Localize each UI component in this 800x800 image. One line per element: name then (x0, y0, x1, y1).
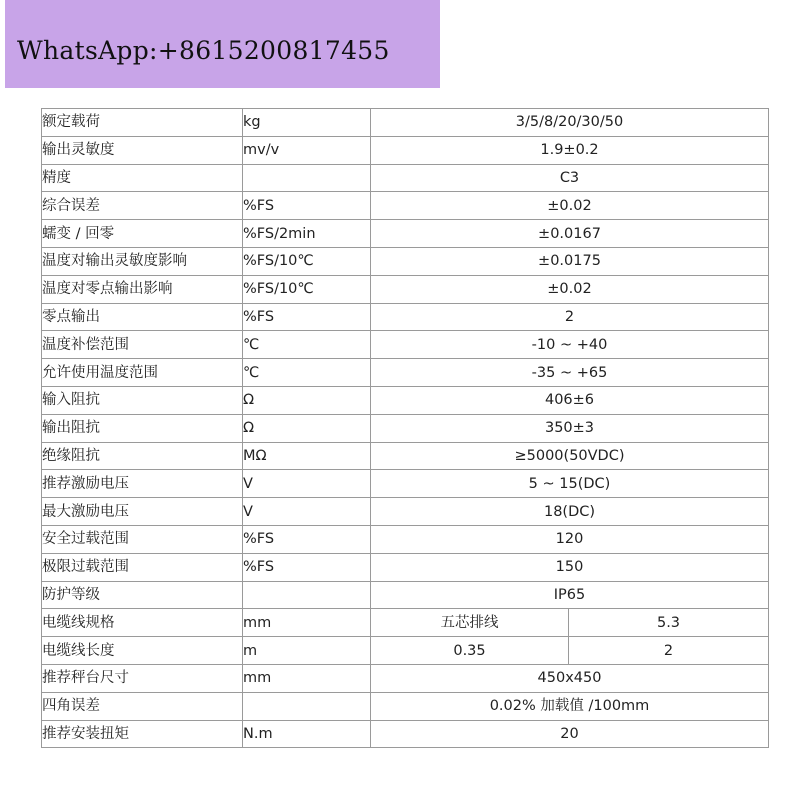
parameter-value: ±0.02 (371, 275, 769, 303)
parameter-value: 5 ~ 15(DC) (371, 470, 769, 498)
parameter-name: 电缆线规格 (42, 609, 243, 637)
parameter-unit (243, 581, 371, 609)
parameter-value: 2 (371, 303, 769, 331)
parameter-name: 最大激励电压 (42, 498, 243, 526)
table-row (42, 359, 769, 387)
parameter-name: 推荐秤台尺寸 (42, 664, 243, 692)
table-row (42, 664, 769, 692)
parameter-unit: %FS (243, 192, 371, 220)
table-row (42, 470, 769, 498)
table-row (42, 275, 769, 303)
parameter-value: IP65 (371, 581, 769, 609)
parameter-value: 3/5/8/20/30/50 (371, 109, 769, 137)
parameter-name: 绝缘阻抗 (42, 442, 243, 470)
parameter-unit: V (243, 470, 371, 498)
parameter-unit: ℃ (243, 331, 371, 359)
parameter-value: 0.02% 加载值 /100mm (371, 692, 769, 720)
parameter-value: 120 (371, 525, 769, 553)
parameter-unit: ℃ (243, 359, 371, 387)
parameter-value: ±0.02 (371, 192, 769, 220)
table-row (42, 581, 769, 609)
parameter-name: 输入阻抗 (42, 386, 243, 414)
table-row (42, 247, 769, 275)
parameter-name: 额定载荷 (42, 109, 243, 137)
parameter-name: 温度对零点输出影响 (42, 275, 243, 303)
parameter-value: -10 ~ +40 (371, 331, 769, 359)
parameter-unit: mm (243, 609, 371, 637)
parameter-unit (243, 164, 371, 192)
parameter-value-secondary: 2 (569, 637, 769, 665)
parameter-value: 450x450 (371, 664, 769, 692)
table-row (42, 303, 769, 331)
parameter-unit: %FS/10℃ (243, 275, 371, 303)
table-row (42, 386, 769, 414)
table-row (42, 720, 769, 748)
parameter-name: 推荐安装扭矩 (42, 720, 243, 748)
parameter-value: -35 ~ +65 (371, 359, 769, 387)
parameter-value: 350±3 (371, 414, 769, 442)
parameter-unit: kg (243, 109, 371, 137)
parameter-value: ±0.0167 (371, 220, 769, 248)
parameter-value: 五芯排线 (371, 609, 569, 637)
parameter-name: 推荐激励电压 (42, 470, 243, 498)
whatsapp-banner (5, 0, 440, 88)
parameter-name: 防护等级 (42, 581, 243, 609)
parameter-unit: Ω (243, 414, 371, 442)
table-row (42, 192, 769, 220)
parameter-value: 18(DC) (371, 498, 769, 526)
parameter-name: 零点输出 (42, 303, 243, 331)
parameter-unit: MΩ (243, 442, 371, 470)
whatsapp-contact-text: WhatsApp:+8615200817455 (17, 36, 390, 65)
parameter-value: 0.35 (371, 637, 569, 665)
parameter-name: 输出灵敏度 (42, 136, 243, 164)
parameter-unit: %FS/2min (243, 220, 371, 248)
parameter-unit: m (243, 637, 371, 665)
parameter-unit: Ω (243, 386, 371, 414)
table-row (42, 220, 769, 248)
parameter-unit: %FS (243, 525, 371, 553)
parameter-name: 安全过载范围 (42, 525, 243, 553)
parameter-name: 四角误差 (42, 692, 243, 720)
parameter-unit: %FS (243, 553, 371, 581)
parameter-value: 20 (371, 720, 769, 748)
table-row (42, 692, 769, 720)
parameter-unit: V (243, 498, 371, 526)
parameter-name: 精度 (42, 164, 243, 192)
parameter-value-secondary: 5.3 (569, 609, 769, 637)
parameter-name: 蠕变 / 回零 (42, 220, 243, 248)
parameter-value: ≥5000(50VDC) (371, 442, 769, 470)
table-row (42, 414, 769, 442)
table-row (42, 637, 769, 665)
parameter-value: 1.9±0.2 (371, 136, 769, 164)
specification-table (41, 108, 769, 748)
table-row (42, 525, 769, 553)
parameter-unit: N.m (243, 720, 371, 748)
parameter-value: C3 (371, 164, 769, 192)
table-row (42, 136, 769, 164)
table-row (42, 331, 769, 359)
parameter-unit: mv/v (243, 136, 371, 164)
parameter-unit (243, 692, 371, 720)
parameter-unit: %FS (243, 303, 371, 331)
table-row (42, 498, 769, 526)
parameter-name: 允许使用温度范围 (42, 359, 243, 387)
parameter-name: 极限过载范围 (42, 553, 243, 581)
parameter-name: 电缆线长度 (42, 637, 243, 665)
parameter-value: 406±6 (371, 386, 769, 414)
parameter-unit: %FS/10℃ (243, 247, 371, 275)
table-row (42, 609, 769, 637)
table-row (42, 164, 769, 192)
parameter-name: 输出阻抗 (42, 414, 243, 442)
parameter-name: 温度补偿范围 (42, 331, 243, 359)
parameter-name: 温度对输出灵敏度影响 (42, 247, 243, 275)
table-row (42, 553, 769, 581)
table-row (42, 109, 769, 137)
parameter-value: 150 (371, 553, 769, 581)
parameter-unit: mm (243, 664, 371, 692)
specification-table-body (42, 109, 769, 748)
table-row (42, 442, 769, 470)
parameter-value: ±0.0175 (371, 247, 769, 275)
parameter-name: 综合误差 (42, 192, 243, 220)
